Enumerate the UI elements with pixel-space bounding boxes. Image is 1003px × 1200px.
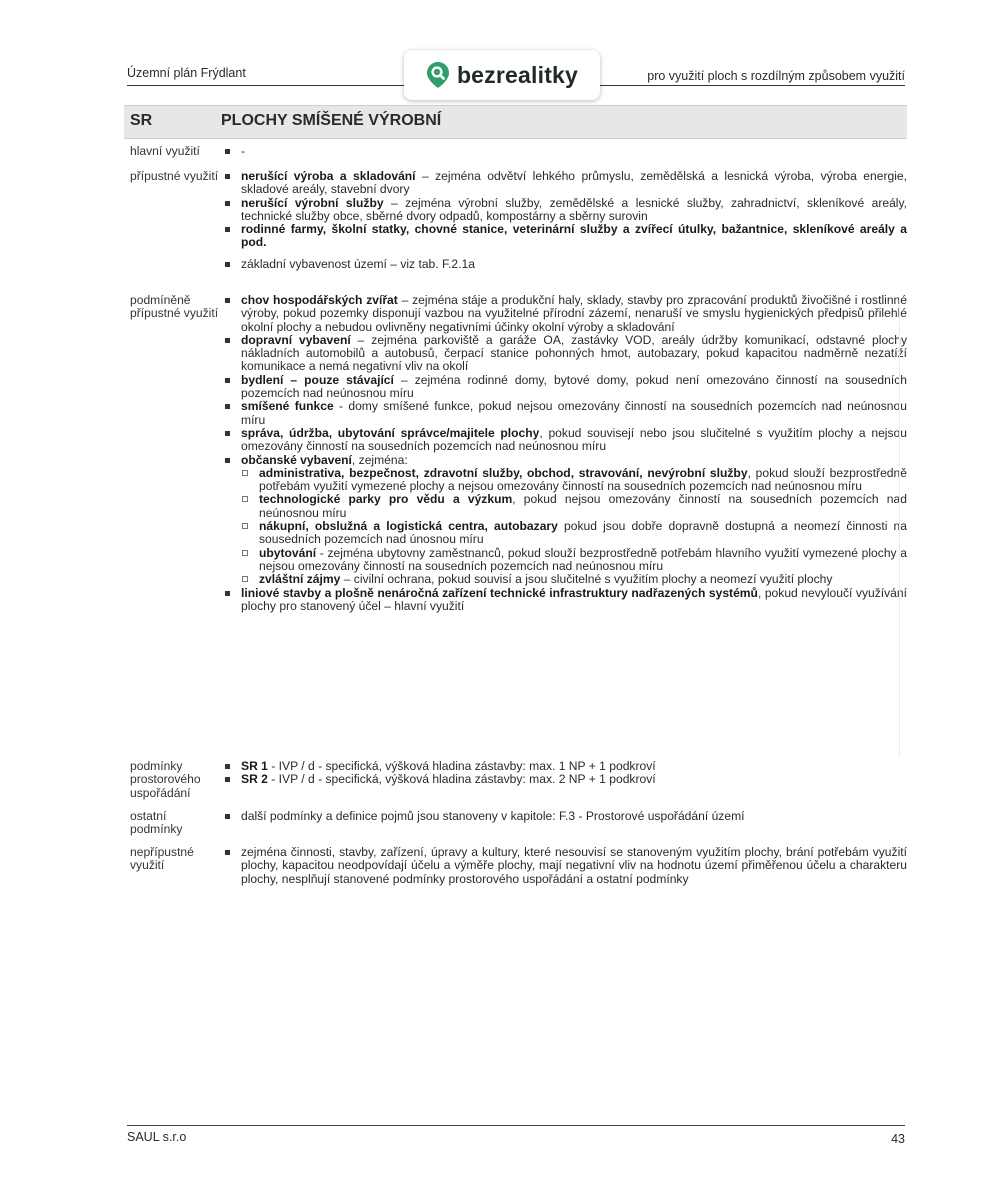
- row-label: přípustné využití: [130, 169, 219, 183]
- list-item: [221, 170, 907, 197]
- header-chapter-title: pro využití ploch s rozdílným způsobem využití: [647, 69, 905, 83]
- item-text: základní vybavenost území – viz tab. F.2.1a: [241, 256, 475, 271]
- sub-list-item: [241, 467, 907, 494]
- item-text: – civilní ochrana, pokud souvisí a jsou slučitelné s využitím plochy a neomezí využití plochy: [340, 572, 833, 587]
- item-bold: nákupní, obslužná a logistická centra, autobazary: [259, 519, 558, 534]
- footer-rule: [127, 1125, 905, 1126]
- item-bold: nerušící výroba a skladování: [241, 169, 416, 183]
- row-pripustne-vyuziti: [124, 170, 907, 271]
- item-text: - IVP / d - specifická, výšková hladina zástavby: max. 1 NP + 1 podkroví: [267, 759, 656, 773]
- row-hlavni-vyuziti: [124, 145, 907, 158]
- list-item: [221, 374, 907, 401]
- list-item: [221, 427, 907, 454]
- item-text: zejména činnosti, stavby, zařízení, úpravy a kultury, které nesouvisí se stanoveným využitím plochy, brání potřebám využití plochy, kapacitou neodpovídají účelu a výměře plochy, mají negativní vliv na hodnotu území přiměřenou účelu a charakteru plochy, nesplňují stanovené podmínky prostorového uspořádání a ostatní podmínky: [241, 845, 907, 886]
- item-text: pokud jsou dobře dopravně dostupná a neomezí činnosti na sousedních pozemcích nad únosnou míru: [259, 519, 907, 547]
- item-text: další podmínky a definice pojmů jsou stanoveny v kapitole: F.3 - Prostorové uspořádání území: [241, 809, 745, 823]
- item-text: , pokud nejsou omezovány činností na sousedních pozemcích nad neúnosnou míru: [259, 492, 907, 520]
- footer-company: SAUL s.r.o: [127, 1130, 187, 1144]
- row-label: nepřípustné využití: [130, 845, 194, 873]
- item-bold: nerušící výrobní služby: [241, 195, 384, 210]
- item-bold: SR 2: [241, 772, 268, 787]
- list-item: [221, 760, 907, 773]
- item-bold: správa, údržba, ubytování správce/majitele plochy: [241, 425, 540, 440]
- item-bold: dopravní vybavení: [241, 332, 351, 347]
- list-item: [221, 810, 907, 823]
- sub-list-item: [241, 573, 907, 586]
- list-item: [221, 223, 907, 250]
- row-label: ostatní podmínky: [130, 809, 183, 837]
- list-item: [221, 454, 907, 587]
- list-item: [221, 197, 907, 224]
- list-item: [221, 145, 907, 158]
- item-text: , pokud souvisejí nebo jsou slučitelné s využitím plochy a nejsou omezovány činností na sousedních pozemcích nad neúnosnou míru: [241, 425, 907, 454]
- item-bold: zvláštní zájmy: [259, 572, 341, 587]
- map-pin-icon: [426, 61, 450, 89]
- scan-edge-line: [899, 297, 900, 757]
- row-podminky-prostoroveho-usporadani: [124, 759, 907, 800]
- list-item: [221, 773, 907, 786]
- item-bold: občanské vybavení: [241, 452, 352, 467]
- logo-text: bezrealitky: [456, 61, 579, 88]
- item-text: , pokud nevyloučí využívání plochy pro stanovený účel – hlavní využití: [241, 585, 907, 613]
- item-bold: bydlení – pouze stávající: [241, 372, 394, 387]
- item-bold: SR 1: [241, 759, 268, 773]
- item-text: – zejména výrobní služby, zemědělské a lesnické služby, zahradnictví, skleníkové areály, technické služby obce, sběrné dvory odpadů, kompostárny a sběrny surovin: [241, 195, 908, 223]
- list-item: [221, 294, 907, 334]
- item-text: – zejména rodinné domy, bytové domy, pokud není omezováno činností na sousedních pozemcích nad neúnosnou míru: [241, 372, 907, 401]
- sub-list-item: [241, 493, 907, 520]
- item-bold: ubytování: [259, 545, 317, 560]
- row-podminene-pripustne-vyuziti: [124, 294, 907, 613]
- item-text: – zejména odvětví lehkého průmyslu, zemědělská a lesnická výroba, výroba energie, skladové areály, stavební dvory: [241, 169, 907, 197]
- item-bold: liniové stavby a plošně nenáročná zařízení technické infrastruktury nadřazených systémů: [241, 585, 758, 600]
- list-item: [221, 846, 907, 886]
- page-number: 43: [891, 1132, 905, 1146]
- item-text: - IVP / d - specifická, výšková hladina zástavby: max. 2 NP + 1 podkroví: [267, 772, 656, 787]
- row-nepripustne-vyuziti: [124, 846, 907, 886]
- item-bold: technologické parky pro vědu a výzkum: [259, 492, 513, 507]
- row-label: podmínky prostorového uspořádání: [130, 759, 201, 800]
- item-text: - zejména ubytovny zaměstnanců, pokud slouží bezprostředně potřebám hlavního využití vymezené plochy a nejsou omezovány činností na sousedních pozemcích nad neúnosnou míru: [259, 545, 907, 573]
- bezrealitky-logo-badge[interactable]: [404, 50, 600, 100]
- item-bold: chov hospodářských zvířat: [241, 293, 398, 307]
- sub-list-item: [241, 547, 907, 574]
- section-title: PLOCHY SMÍŠENÉ VÝROBNÍ: [221, 112, 442, 129]
- item-text: – zejména parkoviště a garáže OA, zastávky VOD, areály údržby komunikací, odstavné plochy nákladních automobilů a autobusů, čerpací stanice pohonných hmot, autobazary, pokud kapacitou nadměrně nezatíží komunikace a nemá negativní vliv na okolí: [241, 332, 907, 374]
- item-text: , pokud slouží bezprostředně potřebám využití vymezené plochy a nejsou omezovány činností na sousedních pozemcích nad neúnosnou míru: [259, 465, 907, 494]
- item-text: , zejména:: [351, 452, 408, 467]
- header-document-title: Územní plán Frýdlant: [127, 66, 246, 80]
- item-bold: rodinné farmy, školní statky, chovné stanice, veterinární služby a zvířecí útulky, bažantnice, skleníkové areály a pod.: [241, 222, 907, 250]
- list-item: [221, 587, 907, 614]
- list-item: [221, 334, 907, 374]
- section-code: SR: [130, 112, 153, 129]
- section-title-bar: [124, 105, 907, 139]
- row-label: hlavní využití: [130, 144, 200, 158]
- row-ostatni-podminky: [124, 809, 907, 837]
- row-label: podmíněně přípustné využití: [130, 293, 219, 321]
- sub-list-item: [241, 520, 907, 547]
- list-item: [221, 258, 907, 271]
- item-bold: administrativa, bezpečnost, zdravotní služby, obchod, stravování, nevýrobní služby: [259, 465, 748, 480]
- list-item: [221, 400, 907, 427]
- item-bold: smíšené funkce: [241, 399, 334, 414]
- item-text: – zejména stáje a produkční haly, sklady, stavby pro zpracování produktů živočišné i rostlinné výroby, pokud pozemky disponují vazbou na využitelné přírodní zázemí, nenaruší ve smyslu hygienických předpisů přilehlé okolní plochy a nebudou ovlivněny negativními účinky okolní výroby a skladování: [241, 293, 907, 334]
- item-text: -: [241, 144, 246, 158]
- item-text: - domy smíšené funkce, pokud nejsou omezovány činností na sousedních pozemcích nad neúnosnou míru: [241, 399, 907, 427]
